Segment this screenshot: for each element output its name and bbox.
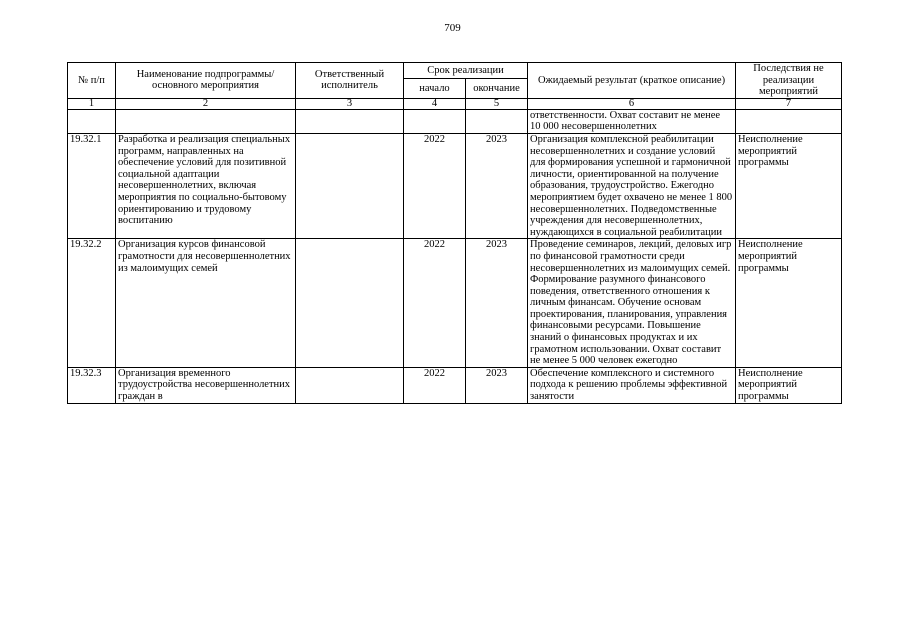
column-numbers-row [68, 98, 842, 109]
table-row [68, 367, 842, 403]
row-end-year: 2023 [466, 133, 528, 238]
column-number: 1 [68, 98, 116, 109]
column-number: 5 [466, 98, 528, 109]
row-name: Организация временного трудоустройства несовершеннолетних граждан в [116, 367, 296, 403]
row-executor [296, 367, 404, 403]
measures-table [67, 62, 842, 404]
row-start-year: 2022 [404, 239, 466, 368]
row-start-year: 2022 [404, 367, 466, 403]
row-result: Проведение семинаров, лекций, деловых игр по финансовой грамотности среди несовершеннолетних из малоимущих семей. Формирование разумного финансового поведения, ответственного отношения к личным финансам. Обучение основам проектирования, планирования, управления финансовыми ресурсами. Повышение знаний о финансовых продуктах и их грамотном использовании. Охват составит не менее 5 000 человек ежегодно [528, 239, 736, 368]
row-number: 19.32.1 [68, 133, 116, 238]
header-result: Ожидаемый результат (краткое описание) [528, 63, 736, 99]
row-executor [296, 133, 404, 238]
column-number: 3 [296, 98, 404, 109]
table-row [68, 239, 842, 368]
column-number: 4 [404, 98, 466, 109]
column-number: 2 [116, 98, 296, 109]
row-name: Организация курсов финансовой грамотности для несовершеннолетних из малоимущих семей [116, 239, 296, 368]
table-row [68, 133, 842, 238]
row-start-year: 2022 [404, 133, 466, 238]
header-consequence: Последствия не реализации мероприятий [736, 63, 842, 99]
header-name: Наименование подпрограммы/ основного мероприятия [116, 63, 296, 99]
row-executor [296, 239, 404, 368]
column-number: 7 [736, 98, 842, 109]
page-number: 709 [444, 22, 461, 34]
row-result: Обеспечение комплексного и системного подхода к решению проблемы эффективной занятости [528, 367, 736, 403]
row-number: 19.32.3 [68, 367, 116, 403]
row-end-year: 2023 [466, 239, 528, 368]
header-start: начало [404, 79, 466, 99]
header-executor: Ответственный исполнитель [296, 63, 404, 99]
row-number: 19.32.2 [68, 239, 116, 368]
row-name: Разработка и реализация специальных программ, направленных на обеспечение условий для позитивной социальной адаптации несовершеннолетних, включая мероприятия по социально-бытовому ориентированию и трудовому воспитанию [116, 133, 296, 238]
header-period: Срок реализации [404, 63, 528, 79]
column-number: 6 [528, 98, 736, 109]
continuation-row [68, 109, 842, 133]
header-number: № п/п [68, 63, 116, 99]
header-end: окончание [466, 79, 528, 99]
row-consequence: Неисполнение мероприятий программы [736, 133, 842, 238]
continuation-result: ответственности. Охват составит не менее 10 000 несовершеннолетних [528, 109, 736, 133]
row-result: Организация комплексной реабилитации несовершеннолетних и создание условий для формирования успешной и гармоничной личности, ориентированной на получение образования, трудоустройство. Ежегодно мероприятием будет охвачено не менее 1 800 несовершеннолетних. Подведомственные учреждения для несовершеннолетних, нуждающихся в социальной реабилитации [528, 133, 736, 238]
row-consequence: Неисполнение мероприятий программы [736, 367, 842, 403]
row-end-year: 2023 [466, 367, 528, 403]
row-consequence: Неисполнение мероприятий программы [736, 239, 842, 368]
